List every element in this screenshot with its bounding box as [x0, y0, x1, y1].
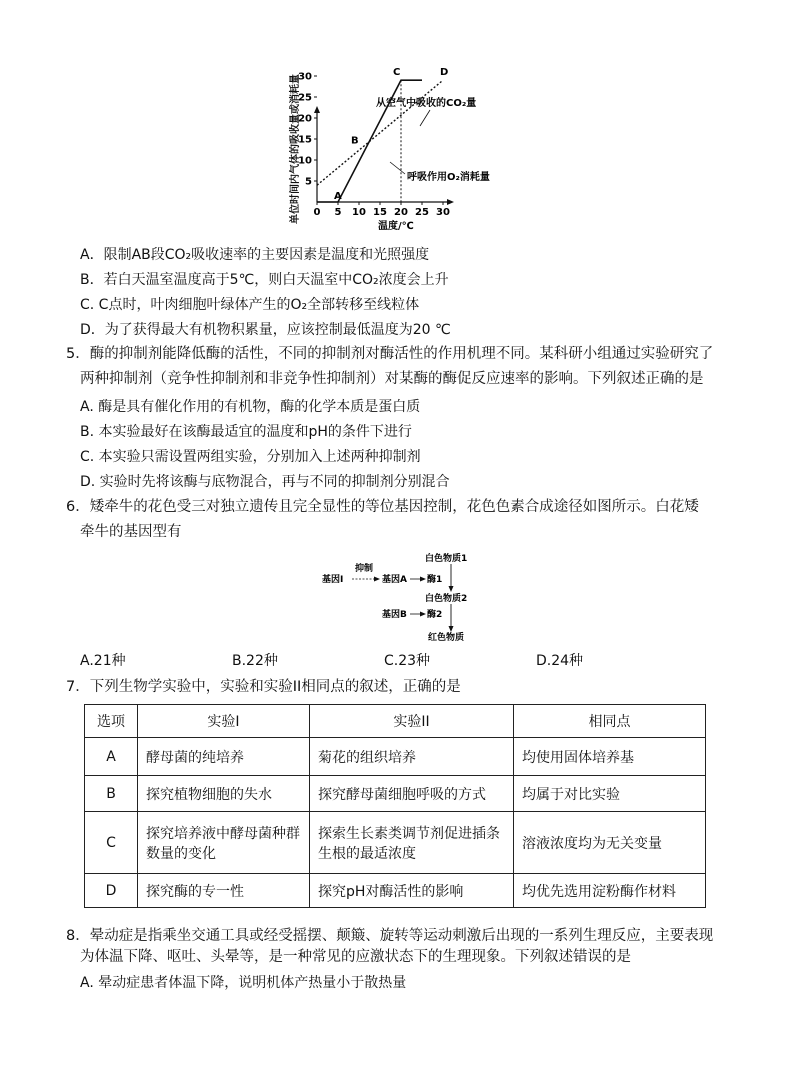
- row-b-exp2: 探究酵母菌细胞呼吸的方式: [310, 776, 514, 812]
- gene-a: 基因A: [382, 575, 407, 585]
- x-tick-label: 5: [334, 207, 342, 218]
- row-b-option: B: [85, 776, 138, 812]
- enzyme-2: 酶2: [427, 610, 443, 620]
- q8-option-a: A. 晕动症患者体温下降，说明机体产热量小于散热量: [80, 975, 407, 991]
- row-a-exp2: 菊花的组织培养: [310, 738, 514, 776]
- row-a-exp1: 酵母菌的纯培养: [138, 738, 310, 776]
- q8-stem-line2: 为体温下降、呕吐、头晕等，是一种常见的应激状态下的生理现象。下列叙述错误的是: [80, 949, 631, 965]
- row-c-exp1: 探究培养液中酵母菌种群数量的变化: [138, 812, 310, 874]
- y-axis-label: 单位时间内气体的吸收量或消耗量: [290, 74, 301, 224]
- table-row: [85, 874, 706, 908]
- x-tick-label: 0: [313, 207, 321, 218]
- row-d-exp1: 探究酶的专一性: [138, 874, 310, 908]
- x-axis-label: 温度/℃: [378, 221, 414, 232]
- pigment-pathway-diagram: [310, 548, 500, 648]
- q5-stem-line2: 两种抑制剂（竞争性抑制剂和非竞争性抑制剂）对某酶的酶促反应速率的影响。下列叙述正确的是: [80, 371, 704, 387]
- q8-stem-line1: 8．晕动症是指乘坐交通工具或经受摇摆、颠簸、旋转等运动刺激后出现的一系列生理反应，主要表现: [66, 928, 714, 944]
- point-label-b: B: [351, 135, 359, 147]
- header-common: 相同点: [514, 705, 706, 738]
- line1-pointer: [420, 110, 430, 126]
- row-b-common: 均属于对比实验: [514, 776, 706, 812]
- y-tick-label: 25: [298, 92, 312, 104]
- gene-i: 基因I: [322, 575, 344, 585]
- q4-option-c: C. C点时，叶肉细胞叶绿体产生的O₂全部转移至线粒体: [80, 297, 420, 313]
- y-tick-label: 20: [298, 113, 312, 125]
- q5-option-c: C. 本实验只需设置两组实验，分别加入上述两种抑制剂: [80, 449, 421, 465]
- row-c-common: 溶液浓度均为无关变量: [514, 812, 706, 874]
- q4-option-a: A．限制AB段CO₂吸收速率的主要因素是温度和光照强度: [80, 247, 430, 263]
- y-tick-label: 5: [305, 176, 312, 188]
- row-a-option: A: [85, 738, 138, 776]
- inhibit-label: 抑制: [355, 564, 374, 574]
- table-header-row: [85, 705, 706, 738]
- q6-option-d: D.24种: [536, 653, 584, 669]
- red-substance: 红色物质: [428, 633, 465, 643]
- q4-option-d: D．为了获得最大有机物积累量，应该控制最低温度为20 ℃: [80, 322, 451, 338]
- row-d-option: D: [85, 874, 138, 908]
- q5-option-a: A. 酶是具有催化作用的有机物，酶的化学本质是蛋白质: [80, 399, 421, 415]
- q5-option-d: D. 实验时先将该酶与底物混合，再与不同的抑制剂分别混合: [80, 474, 450, 490]
- experiment-table: [84, 704, 706, 908]
- temperature-gas-graph: [280, 62, 520, 242]
- header-exp1: 实验I: [138, 705, 310, 738]
- q7-stem: 7．下列生物学实验中，实验和实验II相同点的叙述，正确的是: [66, 679, 461, 695]
- x-tick-label: 30: [436, 207, 450, 218]
- row-c-option: C: [85, 812, 138, 874]
- row-d-common: 均优先选用淀粉酶作材料: [514, 874, 706, 908]
- gene-b: 基因B: [382, 610, 407, 620]
- row-a-common: 均使用固体培养基: [514, 738, 706, 776]
- enzyme-1: 酶1: [427, 575, 443, 585]
- point-label-a: A: [334, 191, 342, 202]
- line2-label: 呼吸作用O₂消耗量: [407, 172, 490, 183]
- table-row: [85, 738, 706, 776]
- q6-stem-line1: 6．矮牵牛的花色受三对独立遗传且完全显性的等位基因控制，花色色素合成途径如图所示。白花矮: [66, 499, 699, 515]
- q6-stem-line2: 牵牛的基因型有: [80, 524, 182, 540]
- respiration-o2-line: [317, 80, 443, 185]
- white-substance-2: 白色物质2: [425, 594, 468, 604]
- x-tick-label: 10: [352, 207, 366, 218]
- y-tick-label: 15: [298, 134, 312, 146]
- q4-option-b: B．若白天温室温度高于5℃，则白天温室中CO₂浓度会上升: [80, 272, 449, 288]
- y-tick-label: 30: [298, 71, 312, 83]
- q6-option-b: B.22种: [232, 653, 278, 669]
- header-option: 选项: [85, 705, 138, 738]
- header-exp2: 实验II: [310, 705, 514, 738]
- q5-stem-line1: 5．酶的抑制剂能降低酶的活性，不同的抑制剂对酶活性的作用机理不同。某科研小组通过实验研究了: [66, 346, 714, 362]
- table-row: [85, 776, 706, 812]
- white-substance-1: 白色物质1: [425, 554, 468, 564]
- x-tick-label: 15: [373, 207, 387, 218]
- row-c-exp2: 探索生长素类调节剂促进插条生根的最适浓度: [310, 812, 514, 874]
- row-b-exp1: 探究植物细胞的失水: [138, 776, 310, 812]
- y-tick-label: 10: [298, 155, 312, 167]
- q6-option-c: C.23种: [384, 653, 431, 669]
- row-d-exp2: 探究pH对酶活性的影响: [310, 874, 514, 908]
- q6-option-a: A.21种: [80, 653, 126, 669]
- line1-label: 从空气中吸收的CO₂量: [376, 98, 477, 109]
- line2-pointer: [390, 162, 405, 174]
- x-tick-label: 25: [415, 207, 429, 218]
- table-row: [85, 812, 706, 874]
- point-label-c: C: [393, 67, 401, 79]
- x-tick-label: 20: [394, 207, 408, 218]
- q5-option-b: B. 本实验最好在该酶最适宜的温度和pH的条件下进行: [80, 424, 412, 440]
- point-label-d: D: [440, 67, 449, 79]
